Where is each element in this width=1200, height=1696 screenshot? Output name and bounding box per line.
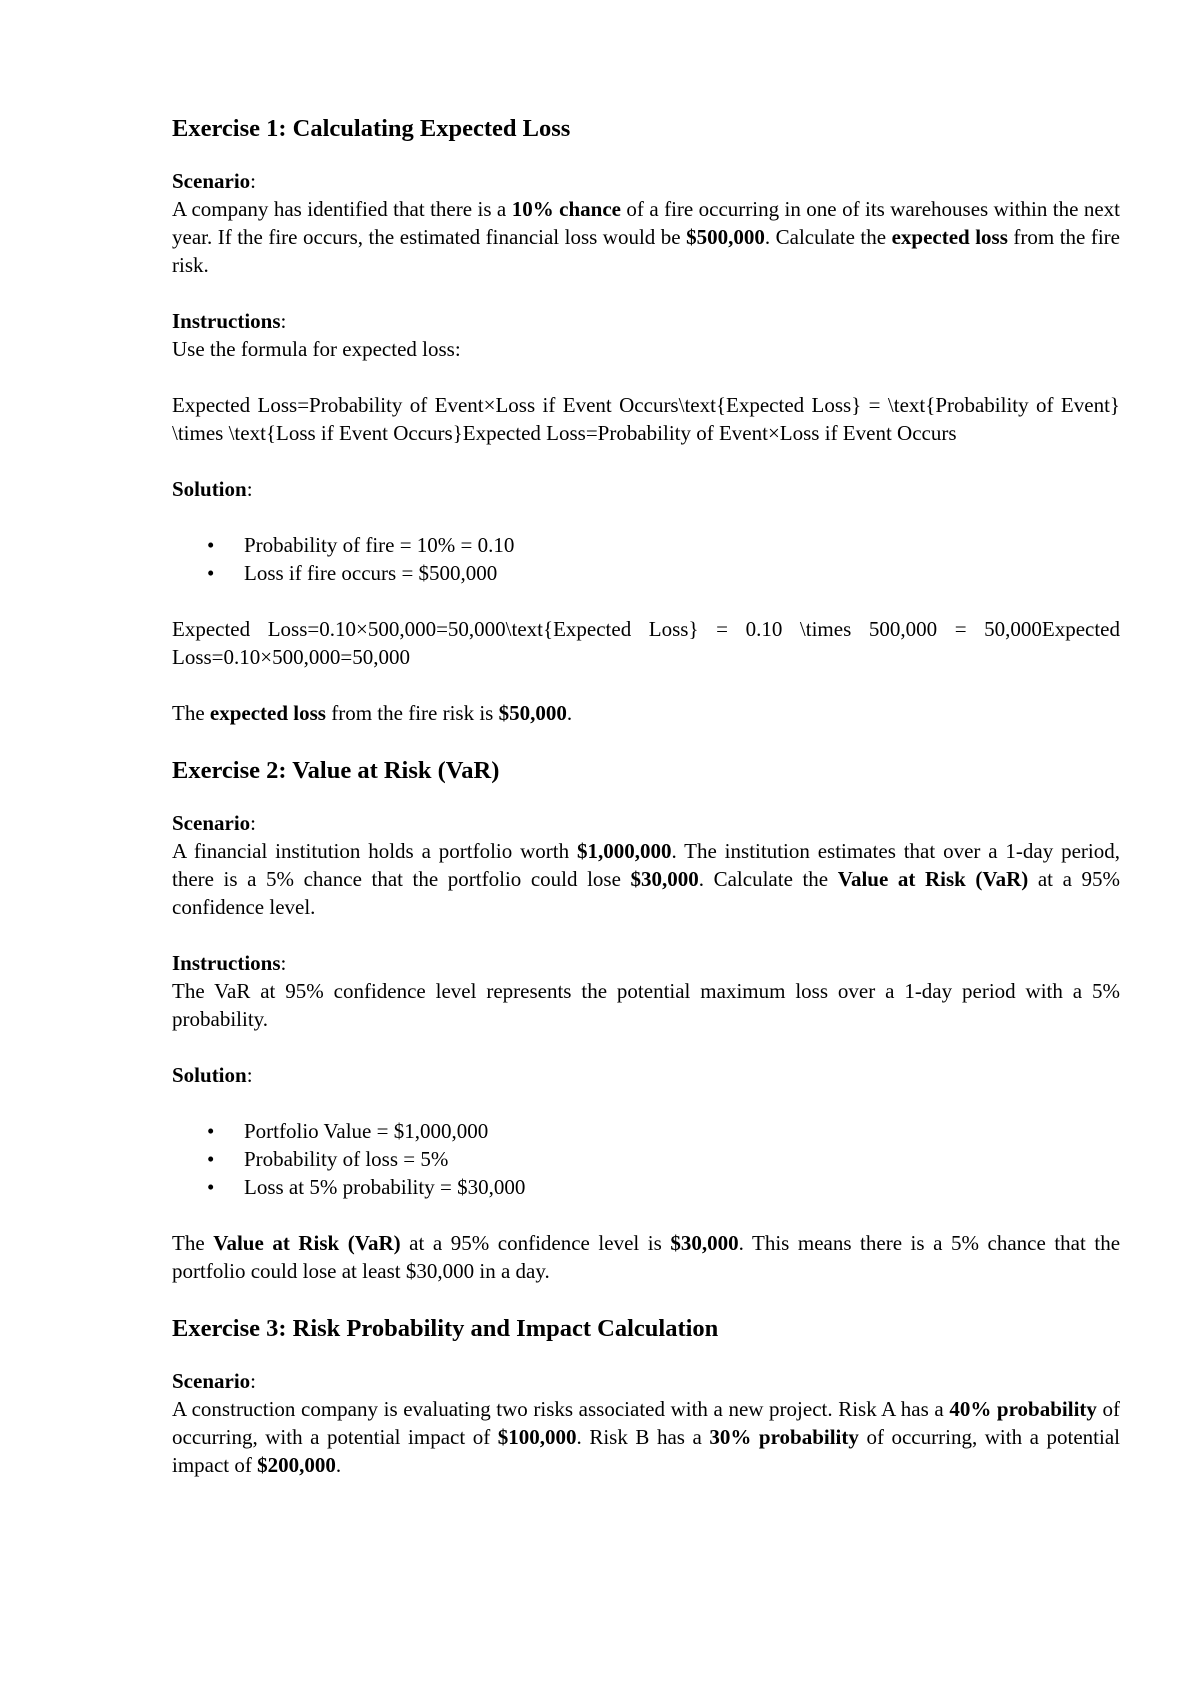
exercise-2-result: The Value at Risk (VaR) at a 95% confidence level is $30,000. This means there is a 5% chance that the portfolio could lose at least $30,000 in a day.: [172, 1231, 1121, 1283]
list-item: • Probability of loss = 5%: [207, 1147, 449, 1171]
list-item: • Loss if fire occurs = $500,000: [207, 561, 498, 585]
exercise-2-title: Exercise 2: Value at Risk (VaR): [172, 757, 500, 784]
list-item: • Loss at 5% probability = $30,000: [207, 1175, 526, 1199]
list-item: • Probability of fire = 10% = 0.10: [207, 533, 515, 557]
exercise-2-scenario: Scenario: A financial institution holds a portfolio worth $1,000,000. The institution estimates that over a 1-day period, there is a 5% chance that the portfolio could lose $30,000. Calculate the Value at Risk (VaR) at a 95% confidence level.: [172, 811, 1120, 919]
exercise-1: [172, 113, 1120, 727]
instructions-text: Use the formula for expected loss:: [172, 337, 461, 361]
bullet-icon: •: [207, 533, 215, 557]
scenario-label: Scenario: [172, 169, 251, 193]
exercise-3: [172, 1313, 1120, 1479]
list-item: • Portfolio Value = $1,000,000: [207, 1119, 489, 1143]
bullet-icon: •: [207, 561, 215, 585]
instructions-label: Instructions: [172, 309, 281, 333]
exercise-1-instructions: Instructions: Use the formula for expected loss:: [172, 309, 461, 361]
exercise-3-scenario: Scenario: A construction company is evaluating two risks associated with a new project. Risk A has a 40% probability of occurring, with a potential impact of $100,000. Risk B has a 30% probability of occurring, with a potential impact of $200,000.: [172, 1369, 1121, 1477]
exercise-1-solution-list: [172, 531, 1120, 587]
expected-loss-calculation: Expected Loss=0.10×500,000=50,000\text{Expected Loss} = 0.10 \times 500,000 = 50,000Expected Loss=0.10×500,000=50,000: [172, 617, 1120, 669]
exercise-2: [172, 755, 1120, 1285]
exercise-2-instructions: Instructions: The VaR at 95% confidence level represents the potential maximum loss over a 1-day period with a 5% probability.: [172, 951, 1120, 1031]
bullet-icon: •: [207, 1119, 215, 1143]
instructions-label: Instructions: [172, 951, 281, 975]
exercise-2-solution-list: [172, 1117, 1120, 1201]
expected-loss-formula: Expected Loss=Probability of Event×Loss if Event Occurs\text{Expected Loss} = \text{Probability of Event} \times \text{Loss if Event Occurs}Expected Loss=Probability of Event×Loss if Event Occurs: [172, 393, 1120, 445]
exercise-1-scenario: Scenario: A company has identified that there is a 10% chance of a fire occurring in one of its warehouses within the next year. If the fire occurs, the estimated financial loss would be $500,000. Calculate the expected loss from the fire risk.: [172, 169, 1121, 277]
solution-label: Solution: [172, 477, 247, 501]
instructions-text: The VaR at 95% confidence level represents the potential maximum loss over a 1-day period with a 5% probability.: [172, 979, 1120, 1031]
exercise-2-solution-heading: Solution:: [172, 1063, 253, 1087]
scenario-label: Scenario: [172, 1369, 251, 1393]
exercise-1-solution-heading: Solution:: [172, 477, 253, 501]
exercise-1-result: The expected loss from the fire risk is $50,000.: [172, 701, 573, 725]
bullet-icon: •: [207, 1147, 215, 1171]
bullet-icon: •: [207, 1175, 215, 1199]
exercise-3-title: Exercise 3: Risk Probability and Impact Calculation: [172, 1315, 719, 1342]
exercise-1-title: Exercise 1: Calculating Expected Loss: [172, 115, 571, 142]
scenario-label: Scenario: [172, 811, 251, 835]
solution-label: Solution: [172, 1063, 247, 1087]
